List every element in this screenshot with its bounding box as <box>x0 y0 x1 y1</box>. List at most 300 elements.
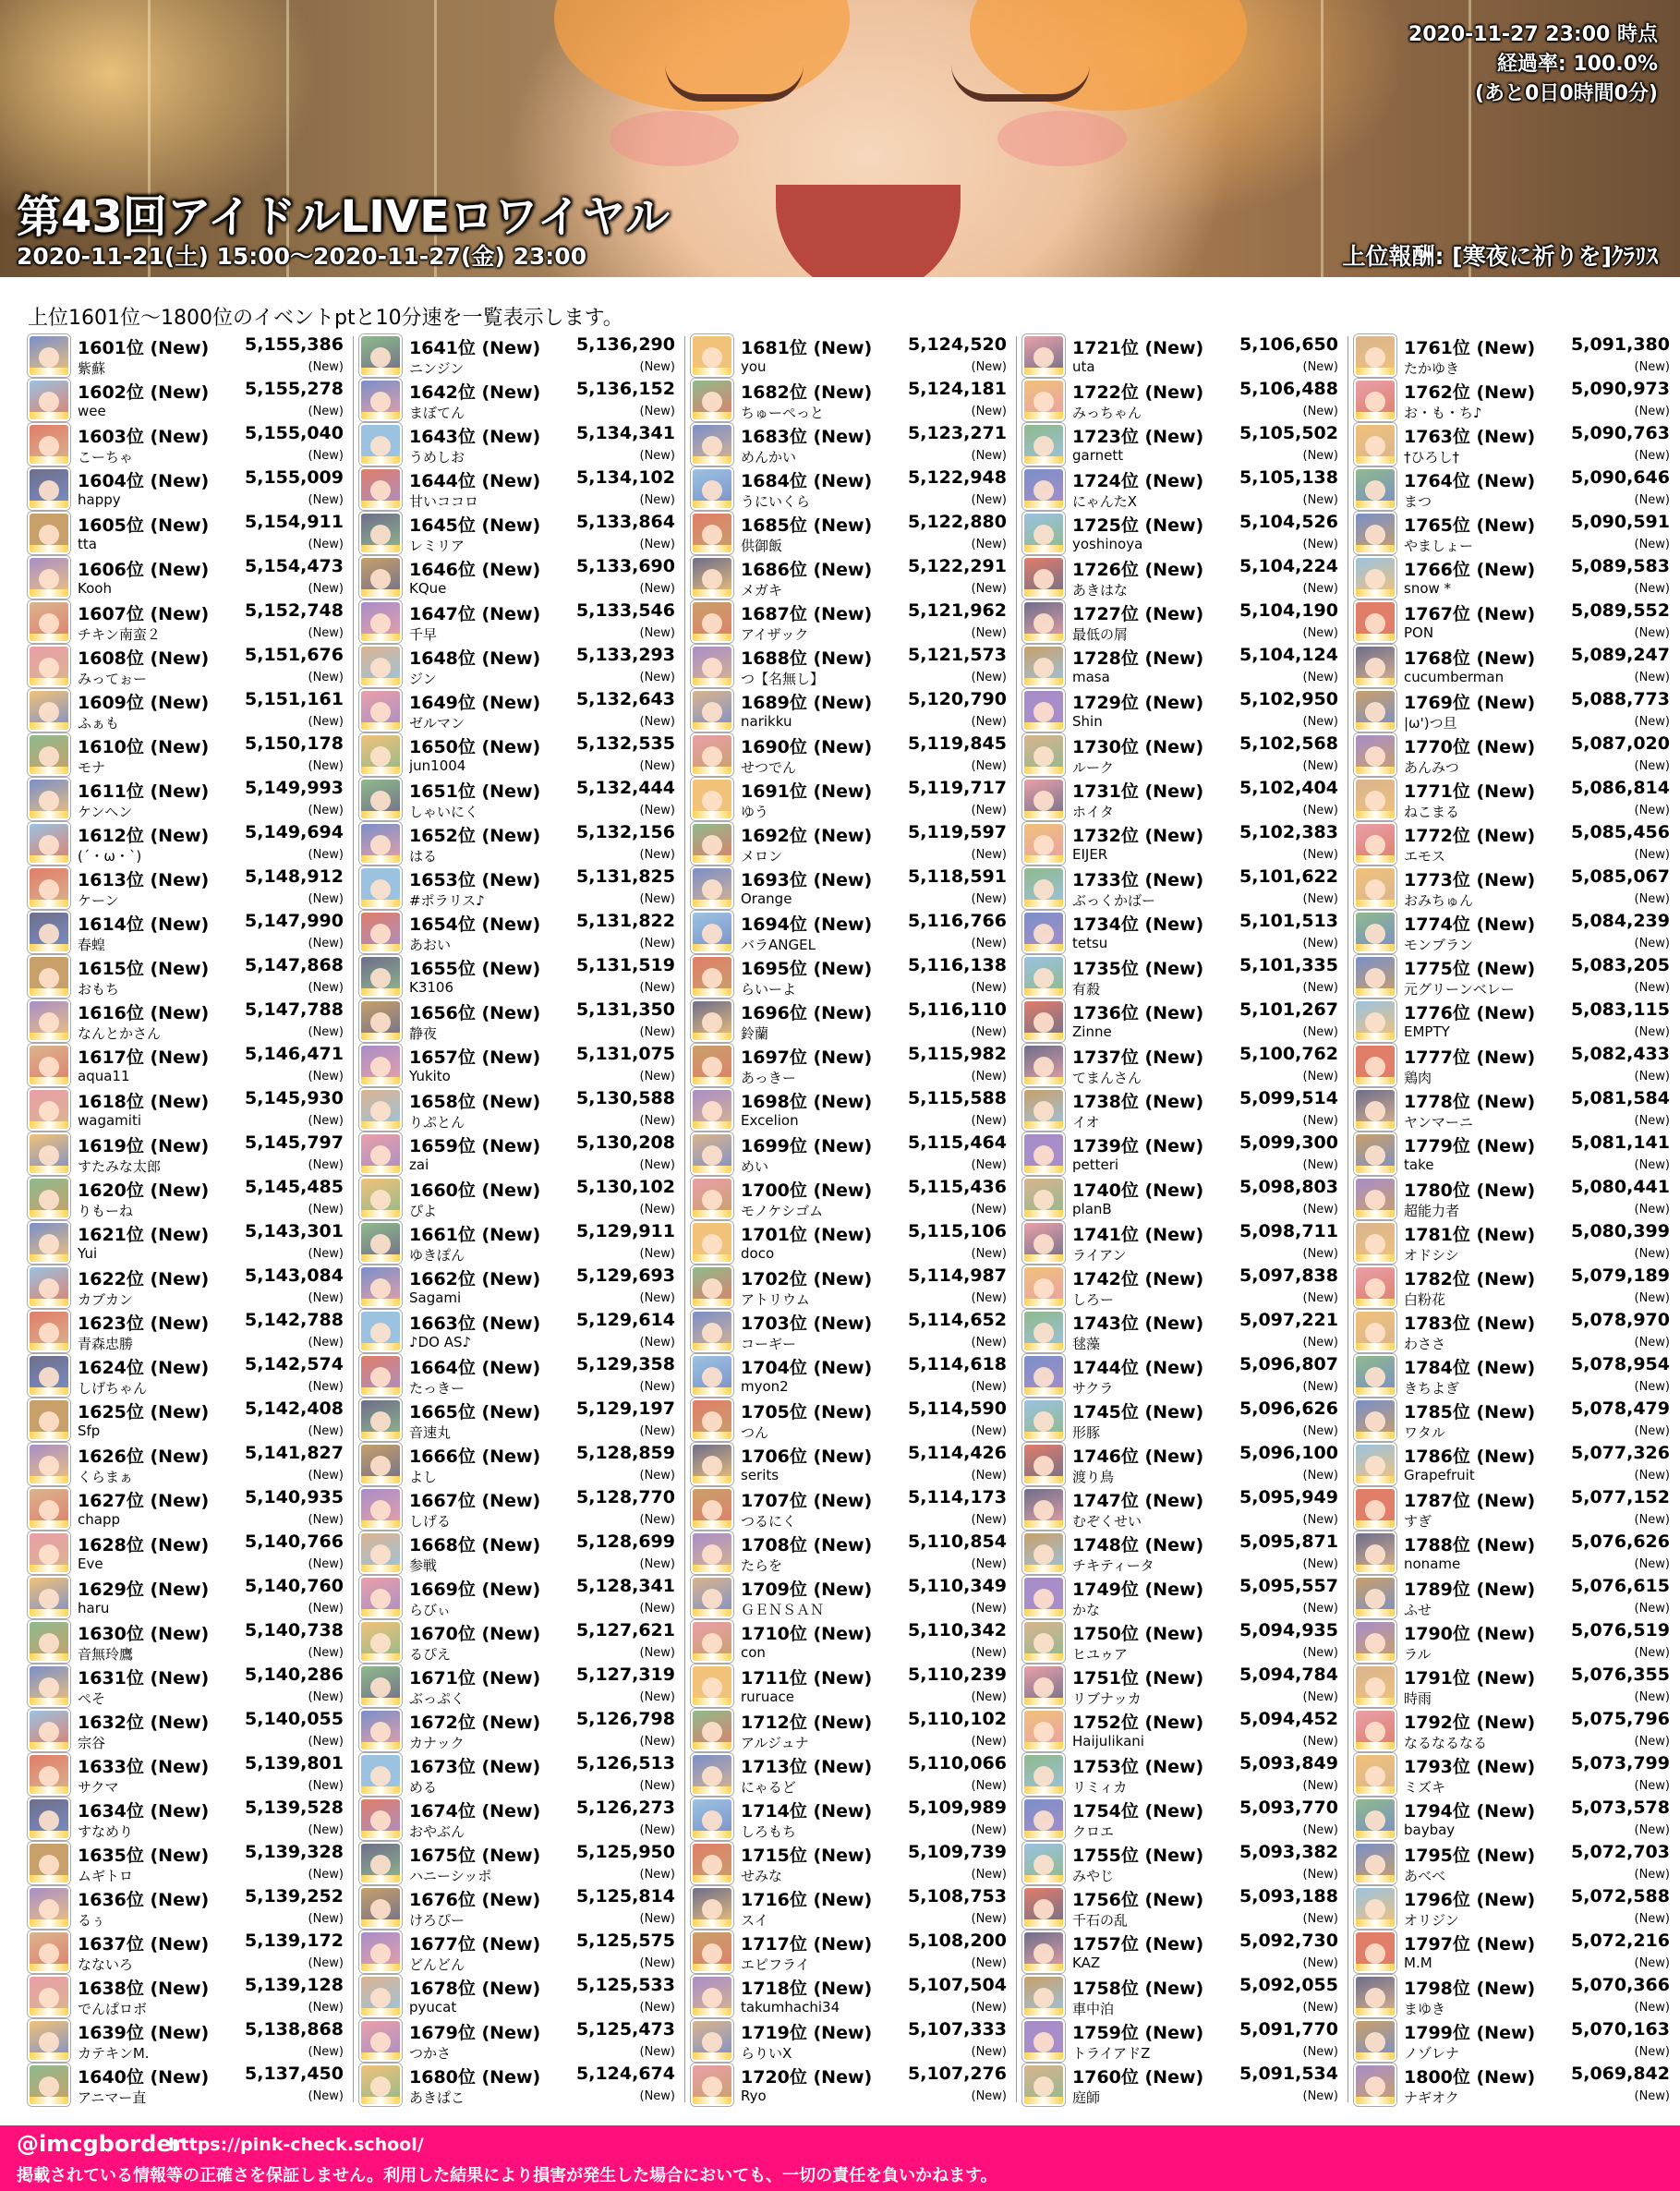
ten-minute-speed: (New) <box>308 1557 344 1571</box>
ten-minute-speed: (New) <box>971 1779 1007 1793</box>
ten-minute-speed: (New) <box>971 2001 1007 2015</box>
ranking-entry <box>691 1752 1012 1797</box>
event-points: 5,075,796 <box>1571 1709 1670 1729</box>
ranking-entry <box>28 954 349 999</box>
event-points: 5,104,190 <box>1239 600 1338 621</box>
idol-card-avatar <box>1022 733 1065 776</box>
rank-label: 1663位 (New) <box>409 1313 541 1334</box>
ten-minute-speed: (New) <box>639 1203 675 1217</box>
producer-name: あおい <box>409 937 452 953</box>
producer-name: Kooh <box>78 580 112 597</box>
event-points: 5,108,200 <box>908 1931 1007 1951</box>
event-points: 5,134,102 <box>576 467 675 488</box>
producer-name: まぼてん <box>409 405 465 421</box>
column-divider <box>353 336 354 2102</box>
producer-name: 庭師 <box>1072 2089 1101 2106</box>
event-points: 5,152,748 <box>245 600 344 621</box>
ten-minute-speed: (New) <box>639 848 675 862</box>
ranking-entry <box>28 821 349 866</box>
rank-label: 1742位 (New) <box>1072 1269 1204 1289</box>
page-description: 上位1601位～1800位のイベントptと10分速を一覧表示します。 <box>28 307 623 330</box>
event-points: 5,076,355 <box>1571 1664 1670 1685</box>
idol-card-avatar <box>1022 423 1065 466</box>
ranking-entry <box>691 1132 1012 1176</box>
producer-name: スイ <box>741 1912 768 1929</box>
ranking-entry <box>1354 511 1675 555</box>
ten-minute-speed: (New) <box>971 1025 1007 1039</box>
event-points: 5,124,520 <box>908 334 1007 355</box>
idol-card-avatar <box>1022 1088 1065 1131</box>
ranking-entry <box>359 732 681 777</box>
event-points: 5,080,399 <box>1571 1221 1670 1241</box>
producer-name: 鈴蘭 <box>741 1025 769 1042</box>
rank-label: 1611位 (New) <box>78 781 210 802</box>
ranking-column <box>28 333 349 2107</box>
producer-name: ふぁも <box>78 715 120 732</box>
ten-minute-speed: (New) <box>1634 1247 1670 1261</box>
idol-card-avatar <box>28 1487 70 1530</box>
idol-card-avatar <box>691 1132 733 1175</box>
idol-card-avatar <box>1022 1620 1065 1663</box>
rank-label: 1757位 (New) <box>1072 1934 1204 1955</box>
event-points: 5,094,784 <box>1239 1664 1338 1685</box>
producer-name: ニンジン <box>409 360 465 377</box>
ten-minute-speed: (New) <box>971 1690 1007 1704</box>
idol-card-avatar <box>28 999 70 1042</box>
producer-name: めい <box>741 1158 769 1175</box>
event-points: 5,131,519 <box>576 955 675 975</box>
ranking-entry <box>28 1619 349 1664</box>
producer-name: しろー <box>1072 1291 1115 1308</box>
ten-minute-speed: (New) <box>639 671 675 684</box>
rank-label: 1629位 (New) <box>78 1580 210 1600</box>
ranking-entry <box>359 1708 681 1752</box>
ten-minute-speed: (New) <box>1634 715 1670 729</box>
event-points: 5,102,950 <box>1239 689 1338 709</box>
rank-label: 1759位 (New) <box>1072 2023 1204 2043</box>
ranking-entry <box>28 1752 349 1797</box>
idol-card-avatar <box>359 2019 402 2062</box>
rank-label: 1745位 (New) <box>1072 1402 1204 1422</box>
ten-minute-speed: (New) <box>639 1025 675 1039</box>
idol-card-avatar <box>1022 689 1065 732</box>
ten-minute-speed: (New) <box>1302 1336 1338 1350</box>
producer-name: ねこまる <box>1404 804 1460 820</box>
ten-minute-speed: (New) <box>639 626 675 640</box>
ranking-entry <box>359 1398 681 1442</box>
ranking-entry <box>28 1841 349 1885</box>
rank-label: 1678位 (New) <box>409 1979 541 1999</box>
producer-name: しげる <box>409 1513 452 1530</box>
ten-minute-speed: (New) <box>1302 1070 1338 1083</box>
event-points: 5,133,864 <box>576 512 675 532</box>
idol-card-avatar <box>1022 2064 1065 2106</box>
event-points: 5,104,224 <box>1239 556 1338 576</box>
rank-label: 1655位 (New) <box>409 959 541 979</box>
ranking-entry <box>28 1531 349 1575</box>
rank-label: 1603位 (New) <box>78 427 210 447</box>
twitter-handle-link[interactable]: @imcgborder <box>17 2131 183 2157</box>
ranking-entry <box>359 688 681 732</box>
producer-name: てまんさん <box>1072 1070 1142 1086</box>
idol-card-avatar <box>1022 1177 1065 1219</box>
producer-name: にゃるど <box>741 1779 796 1796</box>
rank-label: 1733位 (New) <box>1072 870 1204 890</box>
idol-card-avatar <box>359 512 402 554</box>
rank-label: 1658位 (New) <box>409 1092 541 1112</box>
producer-name: つるにく <box>741 1513 797 1530</box>
ranking-entry <box>1354 1132 1675 1176</box>
rank-label: 1685位 (New) <box>741 515 873 536</box>
ranking-entry <box>691 1575 1012 1619</box>
event-points: 5,097,838 <box>1239 1265 1338 1286</box>
idol-card-avatar <box>359 600 402 643</box>
rank-label: 1707位 (New) <box>741 1491 873 1511</box>
producer-name: ノゾレナ <box>1404 2045 1460 2062</box>
idol-card-avatar <box>359 778 402 820</box>
idol-card-avatar <box>28 1044 70 1086</box>
producer-name: Ryo <box>741 2088 767 2104</box>
idol-card-avatar <box>1354 1531 1396 1574</box>
ten-minute-speed: (New) <box>1634 1956 1670 1970</box>
idol-card-avatar <box>1354 866 1396 909</box>
idol-card-avatar <box>1022 1842 1065 1884</box>
event-points: 5,093,770 <box>1239 1798 1338 1818</box>
idol-card-avatar <box>691 645 733 687</box>
rank-label: 1740位 (New) <box>1072 1180 1204 1201</box>
rank-label: 1753位 (New) <box>1072 1757 1204 1777</box>
producer-name: ケーン <box>78 892 119 909</box>
rank-label: 1783位 (New) <box>1404 1313 1536 1334</box>
event-points: 5,101,267 <box>1239 999 1338 1020</box>
ranking-entry <box>1354 1841 1675 1885</box>
ranking-entry <box>1354 333 1675 378</box>
ranking-entry <box>691 1841 1012 1885</box>
idol-card-avatar <box>28 866 70 909</box>
ten-minute-speed: (New) <box>971 626 1007 640</box>
producer-name: トライアドZ <box>1072 2045 1151 2062</box>
idol-card-avatar <box>1354 1044 1396 1086</box>
producer-name: メガキ <box>741 582 783 599</box>
producer-name: †ひろし† <box>1404 449 1460 466</box>
ranking-entry <box>691 910 1012 954</box>
idol-card-avatar <box>28 2064 70 2106</box>
event-points: 5,115,436 <box>908 1177 1007 1197</box>
producer-name: ゆう <box>741 804 769 820</box>
event-points: 5,127,319 <box>576 1664 675 1685</box>
producer-name: ぶっぷく <box>409 1690 465 1707</box>
ranking-entry <box>1354 732 1675 777</box>
rank-label: 1763位 (New) <box>1404 427 1536 447</box>
ten-minute-speed: (New) <box>971 1646 1007 1660</box>
idol-card-avatar <box>691 1221 733 1264</box>
producer-name: 青森忠勝 <box>78 1336 134 1352</box>
ten-minute-speed: (New) <box>1634 1291 1670 1305</box>
ranking-entry <box>28 1885 349 1930</box>
ten-minute-speed: (New) <box>1302 759 1338 773</box>
ranking-entry <box>691 777 1012 821</box>
event-points: 5,085,456 <box>1571 822 1670 842</box>
ranking-entry <box>1354 1220 1675 1265</box>
ranking-entry <box>28 1398 349 1442</box>
ten-minute-speed: (New) <box>1634 804 1670 817</box>
producer-name: cucumberman <box>1404 669 1505 685</box>
ranking-entry <box>1022 1087 1344 1132</box>
ten-minute-speed: (New) <box>971 1070 1007 1083</box>
ranking-entry <box>359 378 681 422</box>
idol-card-avatar <box>691 1798 733 1840</box>
ranking-entry <box>1354 1442 1675 1486</box>
ranking-entry <box>359 1664 681 1708</box>
banner-decoration <box>1321 0 1323 277</box>
ten-minute-speed: (New) <box>1302 1247 1338 1261</box>
ten-minute-speed: (New) <box>308 1956 344 1970</box>
idol-card-avatar <box>691 1931 733 1973</box>
ranking-entry <box>1022 1575 1344 1619</box>
producer-name: バラANGEL <box>741 937 816 953</box>
producer-name: チキティータ <box>1072 1557 1154 1574</box>
ranking-entry <box>1022 1885 1344 1930</box>
ranking-entry <box>28 1442 349 1486</box>
producer-name: ジン <box>409 671 437 687</box>
ten-minute-speed: (New) <box>971 538 1007 551</box>
rank-label: 1706位 (New) <box>741 1447 873 1467</box>
rank-label: 1737位 (New) <box>1072 1047 1204 1068</box>
ranking-entry <box>28 1930 349 1974</box>
idol-card-avatar <box>28 822 70 865</box>
event-points: 5,099,300 <box>1239 1132 1338 1153</box>
ten-minute-speed: (New) <box>639 892 675 906</box>
event-points: 5,091,770 <box>1239 2019 1338 2040</box>
ranking-entry <box>1022 1398 1344 1442</box>
rank-label: 1786位 (New) <box>1404 1447 1536 1467</box>
rank-label: 1643位 (New) <box>409 427 541 447</box>
rank-label: 1713位 (New) <box>741 1757 873 1777</box>
ten-minute-speed: (New) <box>1634 1469 1670 1483</box>
producer-name: ハニーシッポ <box>409 1868 492 1884</box>
rank-label: 1747位 (New) <box>1072 1491 1204 1511</box>
producer-name: 静夜 <box>409 1025 438 1042</box>
idol-card-avatar <box>28 1886 70 1929</box>
ranking-entry <box>28 1265 349 1309</box>
idol-card-avatar <box>691 2019 733 2062</box>
ranking-entry <box>28 1353 349 1398</box>
event-points: 5,114,652 <box>908 1310 1007 1330</box>
producer-name: |ω')つ旦 <box>1404 715 1457 732</box>
ranking-entry <box>691 1398 1012 1442</box>
rank-label: 1614位 (New) <box>78 914 210 935</box>
idol-card-avatar <box>691 955 733 998</box>
idol-card-avatar <box>1354 379 1396 421</box>
idol-card-avatar <box>359 1088 402 1131</box>
ten-minute-speed: (New) <box>308 626 344 640</box>
idol-card-avatar <box>359 467 402 510</box>
producer-name: クロエ <box>1072 1823 1115 1840</box>
producer-name: らびぃ <box>409 1602 452 1618</box>
ranking-entry <box>1022 1531 1344 1575</box>
ten-minute-speed: (New) <box>308 493 344 507</box>
ten-minute-speed: (New) <box>308 2045 344 2059</box>
rank-label: 1782位 (New) <box>1404 1269 1536 1289</box>
ranking-entry <box>1354 954 1675 999</box>
ten-minute-speed: (New) <box>971 1557 1007 1571</box>
event-points: 5,102,568 <box>1239 733 1338 754</box>
producer-name: カテキンM. <box>78 2045 150 2062</box>
ten-minute-speed: (New) <box>1634 405 1670 418</box>
ten-minute-speed: (New) <box>308 1070 344 1083</box>
rank-label: 1728位 (New) <box>1072 648 1204 669</box>
producer-name: baybay <box>1404 1822 1456 1838</box>
ranking-entry <box>28 1486 349 1531</box>
ranking-entry <box>1354 1309 1675 1353</box>
ranking-entry <box>28 555 349 599</box>
ranking-entry <box>359 954 681 999</box>
rank-label: 1684位 (New) <box>741 471 873 491</box>
rank-label: 1632位 (New) <box>78 1713 210 1733</box>
producer-name: Zinne <box>1072 1023 1112 1040</box>
rank-label: 1799位 (New) <box>1404 2023 1536 2043</box>
ten-minute-speed: (New) <box>639 1469 675 1483</box>
producer-name: 車中泊 <box>1072 2001 1115 2017</box>
timestamp: 2020-11-27 23:00 時点 <box>1408 23 1658 46</box>
idol-card-avatar <box>1022 1664 1065 1707</box>
producer-name: #ポラリス♪ <box>409 892 485 909</box>
idol-card-avatar <box>359 1487 402 1530</box>
event-points: 5,092,055 <box>1239 1975 1338 1995</box>
rank-label: 1784位 (New) <box>1404 1358 1536 1378</box>
event-points: 5,096,807 <box>1239 1354 1338 1374</box>
ten-minute-speed: (New) <box>308 1380 344 1394</box>
ranking-entry <box>1022 333 1344 378</box>
producer-name: しゃいにく <box>409 804 479 820</box>
ten-minute-speed: (New) <box>1302 1646 1338 1660</box>
event-points: 5,140,738 <box>245 1620 344 1640</box>
ranking-entry <box>28 1132 349 1176</box>
site-url-link[interactable]: https://pink-check.school/ <box>168 2135 424 2155</box>
rank-label: 1615位 (New) <box>78 959 210 979</box>
idol-card-avatar <box>28 1221 70 1264</box>
producer-name: まつ <box>1404 493 1432 510</box>
idol-card-avatar <box>1354 1753 1396 1796</box>
rank-label: 1647位 (New) <box>409 604 541 624</box>
rank-label: 1795位 (New) <box>1404 1846 1536 1866</box>
idol-card-avatar <box>1354 423 1396 466</box>
rank-label: 1619位 (New) <box>78 1136 210 1156</box>
event-points: 5,070,163 <box>1571 2019 1670 2040</box>
ranking-entry <box>691 1176 1012 1220</box>
rank-label: 1708位 (New) <box>741 1535 873 1555</box>
ranking-entry <box>1354 866 1675 910</box>
ranking-entry <box>1354 910 1675 954</box>
producer-name: あっきー <box>741 1070 796 1086</box>
idol-card-avatar <box>1022 1044 1065 1086</box>
event-points: 5,145,797 <box>245 1132 344 1153</box>
event-points: 5,095,949 <box>1239 1487 1338 1507</box>
ranking-entry <box>28 466 349 511</box>
ten-minute-speed: (New) <box>308 1424 344 1438</box>
ranking-entry <box>359 1752 681 1797</box>
producer-name: かな <box>1072 1602 1101 1618</box>
ten-minute-speed: (New) <box>1302 493 1338 507</box>
ten-minute-speed: (New) <box>1634 1203 1670 1217</box>
producer-name: ヤンマーニ <box>1404 1114 1473 1131</box>
ten-minute-speed: (New) <box>639 493 675 507</box>
ten-minute-speed: (New) <box>971 1823 1007 1837</box>
producer-name: planB <box>1072 1201 1112 1217</box>
ranking-entry <box>1022 599 1344 644</box>
event-points: 5,124,674 <box>576 2064 675 2084</box>
rank-label: 1730位 (New) <box>1072 737 1204 757</box>
idol-card-avatar <box>359 379 402 421</box>
ten-minute-speed: (New) <box>1634 1779 1670 1793</box>
rank-label: 1736位 (New) <box>1072 1003 1204 1023</box>
ten-minute-speed: (New) <box>971 2089 1007 2103</box>
ten-minute-speed: (New) <box>1634 1735 1670 1749</box>
idol-card-avatar <box>28 1798 70 1840</box>
ten-minute-speed: (New) <box>639 1735 675 1749</box>
idol-card-avatar <box>691 1753 733 1796</box>
event-points: 5,093,849 <box>1239 1753 1338 1773</box>
rank-label: 1710位 (New) <box>741 1624 873 1644</box>
rank-label: 1731位 (New) <box>1072 781 1204 802</box>
ten-minute-speed: (New) <box>308 1203 344 1217</box>
idol-card-avatar <box>359 1398 402 1441</box>
event-points: 5,149,993 <box>245 778 344 798</box>
idol-card-avatar <box>691 1310 733 1352</box>
event-points: 5,124,181 <box>908 379 1007 399</box>
ranking-entry <box>1022 422 1344 466</box>
ten-minute-speed: (New) <box>971 405 1007 418</box>
event-points: 5,110,239 <box>908 1664 1007 1685</box>
ten-minute-speed: (New) <box>1634 538 1670 551</box>
ranking-entry <box>359 644 681 688</box>
ranking-entry <box>1354 1486 1675 1531</box>
idol-card-avatar <box>691 1044 733 1086</box>
event-points: 5,090,591 <box>1571 512 1670 532</box>
ten-minute-speed: (New) <box>971 1291 1007 1305</box>
ten-minute-speed: (New) <box>639 1070 675 1083</box>
producer-name: うにいくら <box>741 493 811 510</box>
ranking-entry <box>28 866 349 910</box>
rank-label: 1714位 (New) <box>741 1801 873 1822</box>
producer-name: イオ <box>1072 1114 1100 1131</box>
ten-minute-speed: (New) <box>308 1114 344 1128</box>
event-points: 5,140,760 <box>245 1576 344 1596</box>
rank-label: 1664位 (New) <box>409 1358 541 1378</box>
ten-minute-speed: (New) <box>1634 1690 1670 1704</box>
ten-minute-speed: (New) <box>971 1912 1007 1926</box>
producer-name: Sfp <box>78 1422 101 1439</box>
idol-card-avatar <box>28 1709 70 1751</box>
rank-label: 1642位 (New) <box>409 382 541 403</box>
producer-name: モノケシゴム <box>741 1203 824 1219</box>
idol-card-avatar <box>28 778 70 820</box>
ranking-entry <box>1022 1442 1344 1486</box>
event-points: 5,069,842 <box>1571 2064 1670 2084</box>
ranking-entry <box>1022 644 1344 688</box>
idol-card-avatar <box>359 866 402 909</box>
event-points: 5,099,514 <box>1239 1088 1338 1108</box>
producer-name: みってぉー <box>78 671 148 687</box>
ten-minute-speed: (New) <box>308 1779 344 1793</box>
ten-minute-speed: (New) <box>971 1247 1007 1261</box>
event-points: 5,110,102 <box>908 1709 1007 1729</box>
ten-minute-speed: (New) <box>1634 1646 1670 1660</box>
idol-card-avatar <box>1354 689 1396 732</box>
ten-minute-speed: (New) <box>1302 360 1338 374</box>
producer-name: つん <box>741 1424 769 1441</box>
ten-minute-speed: (New) <box>639 1247 675 1261</box>
